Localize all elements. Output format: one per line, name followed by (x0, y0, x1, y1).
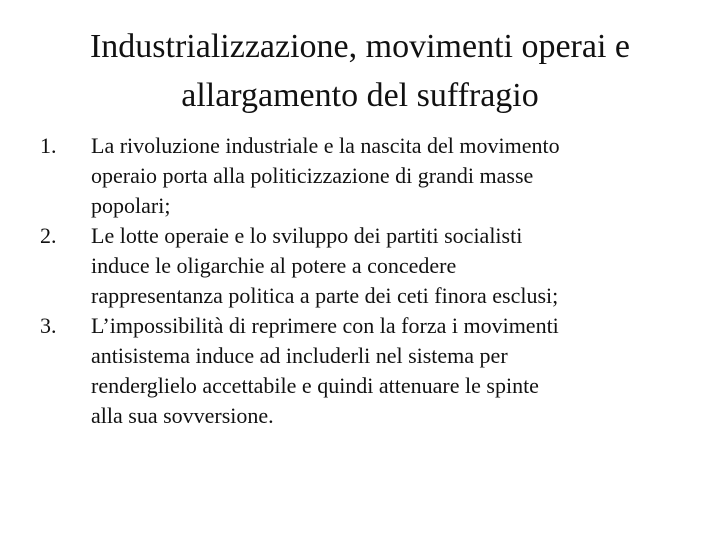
list-item (40, 311, 680, 431)
list-item (40, 131, 680, 221)
text-line: alla sua sovversione. (91, 403, 274, 428)
list-item-number: 2. (40, 223, 57, 248)
text-line: operaio porta alla politicizzazione di grandi masse (91, 163, 534, 188)
text-line: induce le oligarchie al potere a concedere (91, 253, 457, 278)
list-item-number: 1. (40, 133, 57, 158)
list-item (40, 221, 680, 311)
text-line: renderglielo accettabile e quindi attenuare le spinte (91, 373, 539, 398)
title-line: allargamento del suffragio (181, 77, 539, 114)
numbered-list (40, 131, 680, 431)
slide-title (20, 22, 700, 120)
list-item-text (91, 311, 680, 431)
title-line: Industrializzazione, movimenti operai e (89, 28, 630, 65)
text-line: La rivoluzione industriale e la nascita del movimento (91, 133, 560, 158)
text-line: Le lotte operaie e lo sviluppo dei partiti socialisti (91, 223, 523, 248)
text-line: antisistema induce ad includerli nel sistema per (91, 343, 508, 368)
list-item-text (91, 131, 680, 221)
text-line: L’impossibilità di reprimere con la forza i movimenti (91, 313, 559, 338)
text-line: rappresentanza politica a parte dei ceti finora esclusi; (91, 283, 559, 308)
text-line: popolari; (91, 193, 171, 218)
list-item-text (91, 221, 680, 311)
list-item-number: 3. (40, 313, 57, 338)
